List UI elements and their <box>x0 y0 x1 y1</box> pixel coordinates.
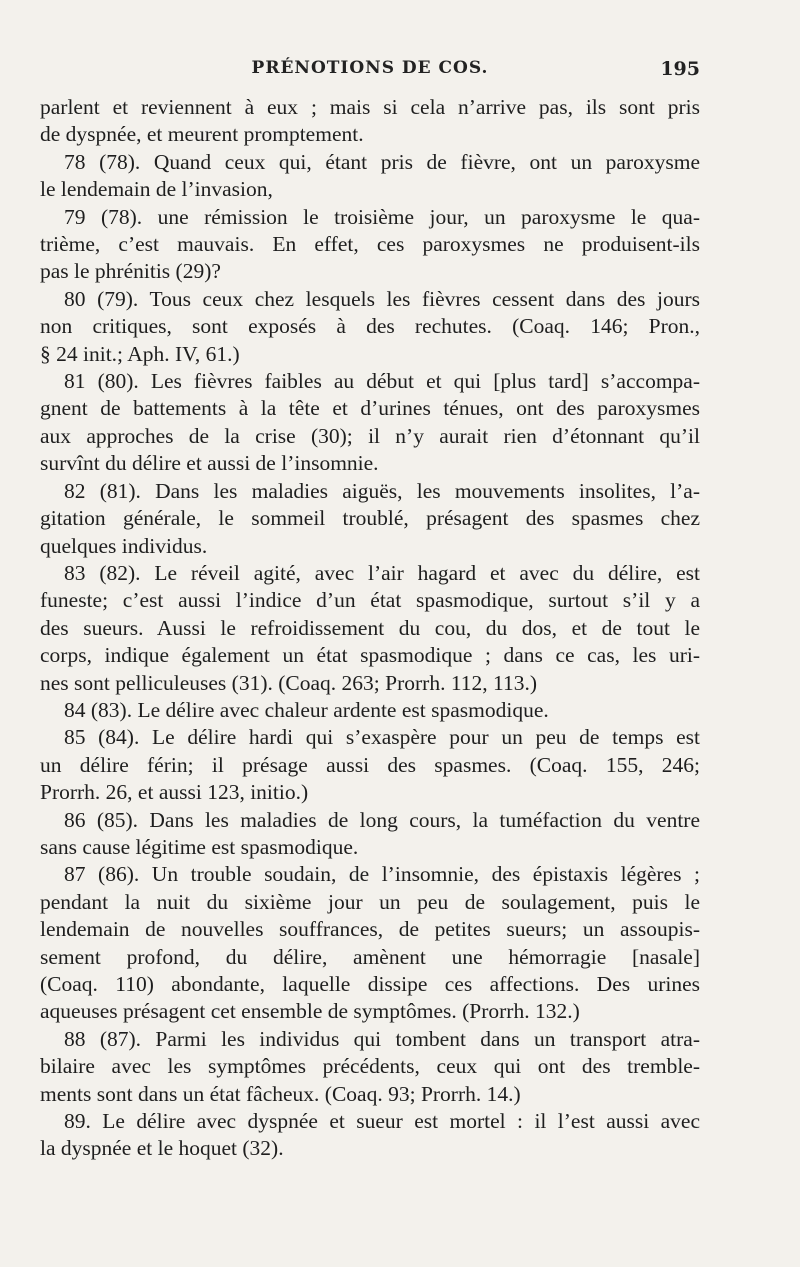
running-head <box>40 58 700 84</box>
text-line: survînt du délire et aussi de l’insomnie. <box>40 451 379 476</box>
text-line: 78 (78). Quand ceux qui, étant pris de fièvre, ont un paroxysme <box>64 149 700 174</box>
text-line: 86 (85). Dans les maladies de long cours, la tuméfaction du ventre <box>64 807 700 832</box>
text-line: gnent de battements à la tête et d’urines ténues, ont des paroxysmes <box>40 396 700 421</box>
text-line: la dyspnée et le hoquet (32). <box>40 1136 284 1161</box>
text-line: 84 (83). Le délire avec chaleur ardente est spasmodique. <box>64 697 549 722</box>
text-line: pendant la nuit du sixième jour un peu de soulagement, puis le <box>40 889 700 914</box>
text-line: Prorrh. 26, et aussi 123, initio.) <box>40 780 309 805</box>
text-line: corps, indique également un état spasmodique ; dans ce cas, les uri- <box>40 643 700 668</box>
text-line: parlent et reviennent à eux ; mais si cela n’arrive pas, ils sont pris <box>40 95 700 119</box>
text-line: 82 (81). Dans les maladies aiguës, les mouvements insolites, l’a- <box>64 478 700 503</box>
text-line: des sueurs. Aussi le refroidissement du cou, du dos, et de tout le <box>40 615 700 640</box>
text-line: § 24 init.; Aph. IV, 61.) <box>40 341 240 366</box>
text-line: aqueuses présagent cet ensemble de symptômes. (Prorrh. 132.) <box>40 999 580 1024</box>
text-line: pas le phrénitis (29)? <box>40 259 221 284</box>
text-line: sement profond, du délire, amènent une hémorragie [nasale] <box>40 944 700 969</box>
text-line: 83 (82). Le réveil agité, avec l’air hagard et avec du délire, est <box>64 560 700 585</box>
text-line: aux approches de la crise (30); il n’y aurait rien d’étonnant qu’il <box>40 423 700 448</box>
text-line: funeste; c’est aussi l’indice d’un état spasmodique, surtout s’il y a <box>40 588 700 613</box>
text-line: gitation générale, le sommeil troublé, présagent des spasmes chez <box>40 506 700 531</box>
running-title: PRÉNOTIONS DE COS. <box>251 58 489 78</box>
text-line: lendemain de nouvelles souffrances, de petites sueurs; un assoupis- <box>40 917 700 942</box>
page-number: 195 <box>660 58 700 80</box>
text-line: bilaire avec les symptômes précédents, ceux qui ont des tremble- <box>40 1054 700 1079</box>
text-line: un délire férin; il présage aussi des spasmes. (Coaq. 155, 246; <box>40 752 700 777</box>
text-line: 85 (84). Le délire hardi qui s’exaspère pour un peu de temps est <box>64 725 700 750</box>
text-line: 79 (78). une rémission le troisième jour, un paroxysme le qua- <box>64 204 700 229</box>
text-line: non critiques, sont exposés à des rechutes. (Coaq. 146; Pron., <box>40 314 700 339</box>
text-line: sans cause légitime est spasmodique. <box>40 834 359 859</box>
text-line: ments sont dans un état fâcheux. (Coaq. 93; Prorrh. 14.) <box>40 1081 521 1106</box>
text-line: 89. Le délire avec dyspnée et sueur est mortel : il l’est aussi avec <box>64 1109 700 1134</box>
text-line: 88 (87). Parmi les individus qui tombent dans un transport atra- <box>64 1026 700 1051</box>
text-line: quelques individus. <box>40 533 208 558</box>
text-line: (Coaq. 110) abondante, laquelle dissipe ces affections. Des urines <box>40 972 700 996</box>
text-line: 81 (80). Les fièvres faibles au début et qui [plus tard] s’accompa- <box>64 369 700 394</box>
text-line: 80 (79). Tous ceux chez lesquels les fièvres cessent dans des jours <box>64 286 700 311</box>
text-line: trième, c’est mauvais. En effet, ces paroxysmes ne produisent-ils <box>40 232 700 257</box>
text-line: nes sont pelliculeuses (31). (Coaq. 263; Prorrh. 112, 113.) <box>40 670 538 695</box>
body-text <box>40 94 700 1163</box>
text-line: de dyspnée, et meurent promptement. <box>40 122 364 147</box>
text-line: 87 (86). Un trouble soudain, de l’insomnie, des épistaxis légères ; <box>64 862 700 887</box>
text-line: le lendemain de l’invasion, <box>40 177 273 202</box>
